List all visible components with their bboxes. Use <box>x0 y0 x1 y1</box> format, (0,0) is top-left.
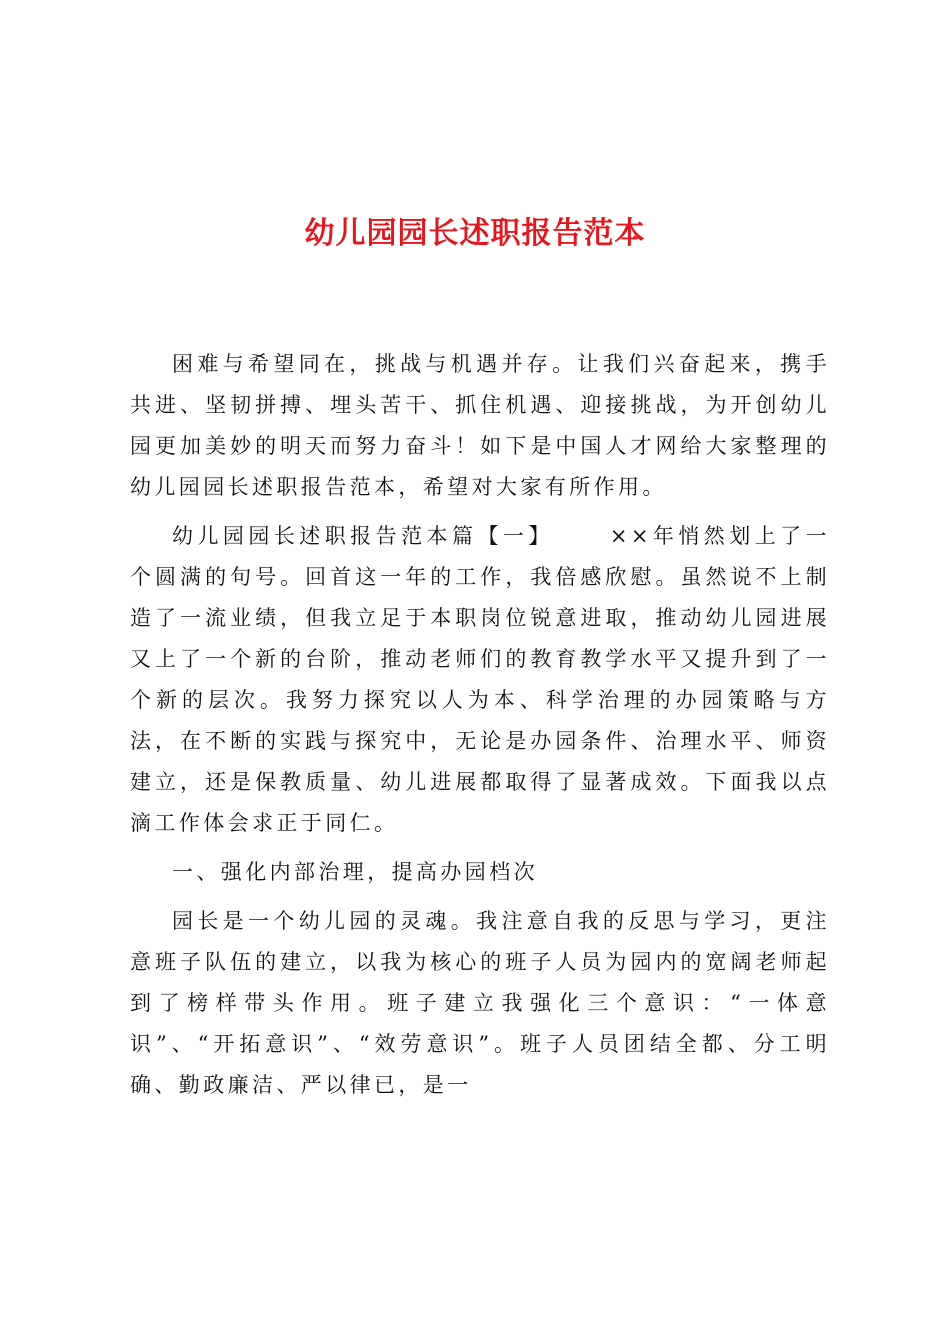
document-body <box>130 344 830 1114</box>
section-heading: 幼儿园园长述职报告范本篇【一】 <box>172 524 554 548</box>
document-title: 幼儿园园长述职报告范本 <box>304 216 646 251</box>
body-paragraph-1: 园长是一个幼儿园的灵魂。我注意自我的反思与学习，更注意班子队伍的建立，以我为核心的班子人员为园内的宽阔老师起到了榜样带头作用。班子建立我强化三个意识：“一体意识”、“开拓意识”、“效劳意识”。班子人员团结全都、分工明确、勤政廉洁、严以律已，是一 <box>130 909 830 1097</box>
subheading-1: 一、强化内部治理，提高办园档次 <box>172 860 538 884</box>
intro-paragraph: 困难与希望同在，挑战与机遇并存。让我们兴奋起来，携手共进、坚韧拼搏、埋头苦干、抓住机遇、迎接挑战，为开创幼儿园更加美妙的明天而努力奋斗！如下是中国人才网给大家整理的幼儿园园长述职报告范本，希望对大家有所作用。 <box>130 352 830 499</box>
section-paragraph <box>130 516 830 844</box>
section-first-text: ××年悄然划上了一个圆满的句号。回首这一年的工作，我倍感欣慰。虽然说不上制造了一流业绩，但我立足于本职岗位锐意进取，推动幼儿园进展又上了一个新的台阶，推动老师们的教育教学水平又提升到了一个新的层次。我努力探究以人为本、科学治理的办园策略与方法，在不断的实践与探究中，无论是办园条件、治理水平、师资建立，还是保教质量、幼儿进展都取得了显著成效。下面我以点滴工作体会求正于同仁。 <box>130 524 831 835</box>
